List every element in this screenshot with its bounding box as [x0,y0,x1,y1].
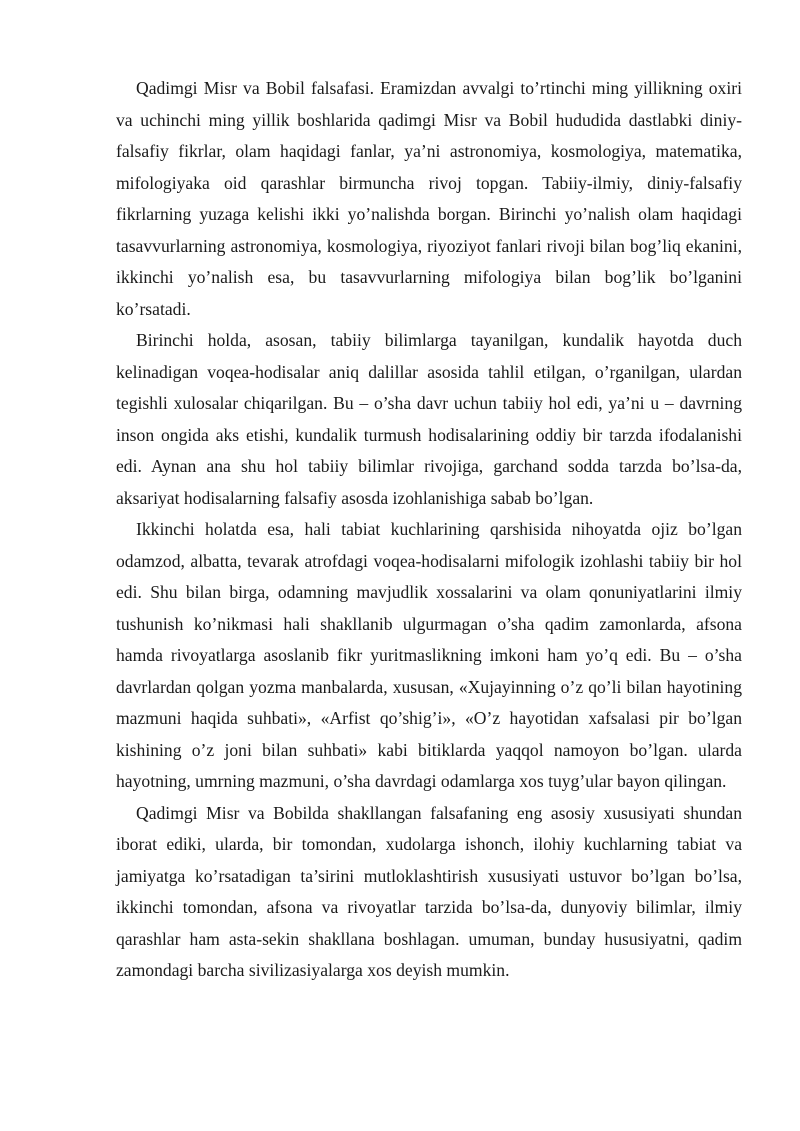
paragraph-4: Qadimgi Misr va Bobilda shakllangan falsafaning eng asosiy xususiyati shundan iborat ediki, ularda, bir tomondan, xudolarga ishonch, ilohiy kuchlarning tabiat va jamiyatga ko’rsatadigan ta’sirini mutloklashtirish xususiyati ustuvor bo’lgan bo’lsa, ikkinchi tomondan, afsona va rivoyatlar tarzida bo’lsa-da, dunyoviy bilimlar, ilmiy qarashlar ham asta-sekin shakllana boshlagan. umuman, bunday hususiyatni, qadim zamondagi barcha sivilizasiyalarga xos deyish mumkin. [116,802,742,980]
paragraph-2: Birinchi holda, asosan, tabiiy bilimlarga tayanilgan, kundalik hayotda duch kelinadigan voqea-hodisalar aniq dalillar asosida tahlil etilgan, o’rganilgan, ulardan tegishli xulosalar chiqarilgan. Bu – o’sha davr uchun tabiiy hol edi, ya’ni u – davrning inson ongida aks etishi, kundalik turmush hodisalarining oddiy bir tarzda ifodalanishi edi. Aynan ana shu hol tabiiy bilimlar rivojiga, garchand sodda tarzda bo’lsa-da, aksariyat hodisalarning falsafiy asosda izohlanishiga sabab bo’lgan. [116,330,742,508]
paragraph-3: Ikkinchi holatda esa, hali tabiat kuchlarining qarshisida nihoyatda ojiz bo’lgan odamzod, albatta, tevarak atrofdagi voqea-hodisalarni mifologik izohlashi tabiiy bir hol edi. Shu bilan birga, odamning mavjudlik xossalarini va olam qonuniyatlarini ilmiy tushunish ko’nikmasi hali shakllanib ulgurmagan o’sha qadim zamonlarda, afsona hamda rivoyatlarga asoslanib fikr yuritmaslikning imkoni ham yo’q edi. Bu – o’sha davrlardan qolgan yozma manbalarda, xususan, «Xujayinning o’z qo’li bilan hayotining mazmuni haqida suhbati», «Arfist qo’shig’i», «O’z hayotidan xafsalasi pir bo’lgan kishining o’z joni bilan suhbati» kabi bitiklarda yaqqol namoyon bo’lgan. ularda hayotning, umrning mazmuni, o’sha davrdagi odamlarga xos tuyg’ular bayon qilingan. [116,519,742,791]
document-page [116,73,742,987]
paragraph-1: Qadimgi Misr va Bobil falsafasi. Eramizdan avvalgi to’rtinchi ming yillikning oxiri va uchinchi ming yillik boshlarida qadimgi Misr va Bobil hududida dastlabki diniy-falsafiy fikrlar, olam haqidagi fanlar, ya’ni astronomiya, kosmologiya, matematika, mifologiyaka oid qarashlar birmuncha rivoj topgan. Tabiiy-ilmiy, diniy-falsafiy fikrlarning yuzaga kelishi ikki yo’nalishda borgan. Birinchi yo’nalish olam haqidagi tasavvurlarning astronomiya, kosmologiya, riyoziyot fanlari rivoji bilan bog’liq ekanini, ikkinchi yo’nalish esa, bu tasavvurlarning mifologiya bilan bog’lik bo’lganini ko’rsatadi. [116,78,742,319]
